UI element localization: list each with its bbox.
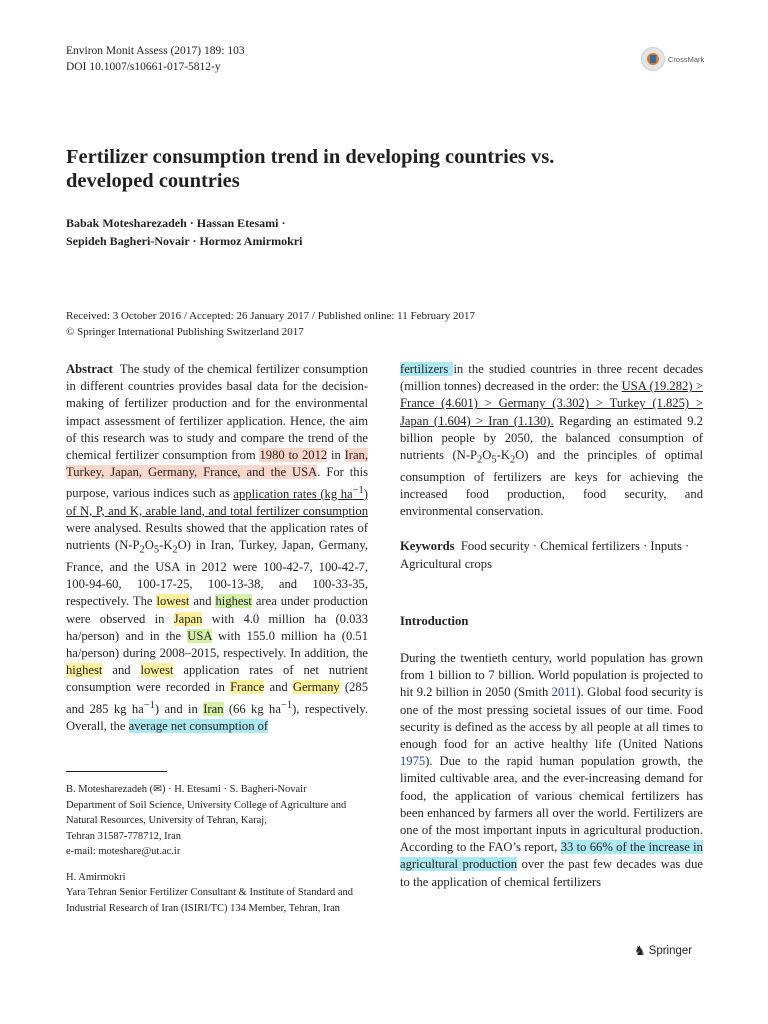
intro-text: over the past few decades was due to the application of chemical fertilizers — [400, 857, 703, 889]
section-heading-introduction: Introduction — [400, 613, 469, 628]
abstract-text: with 4.0 million ha (0.033 ha/person) and in the — [66, 611, 368, 643]
highlight-fao-increase: 33 to 66% of the increase in agricultural production — [400, 840, 703, 872]
superscript: −1 — [352, 484, 364, 496]
abstract-text: and — [102, 663, 141, 678]
highlight-lowest: lowest — [156, 594, 190, 609]
highlight-lowest: lowest — [140, 663, 174, 678]
title-line-1: Fertilizer consumption trend in developing countries vs. — [66, 146, 555, 168]
highlight-germany: Germany — [292, 680, 340, 695]
abstract-text: ), respectively. Overall, the — [66, 701, 368, 733]
abstract-text: ) and in — [154, 701, 204, 716]
author-list — [66, 214, 302, 250]
footnote-divider — [66, 771, 167, 772]
abstract-text: were analysed. Results showed that the application rates of nutrients (N-P — [66, 521, 368, 553]
keywords — [400, 538, 703, 572]
subscript: 2 — [509, 454, 516, 466]
subscript: 5 — [491, 454, 497, 466]
affiliation-1-city: Tehran 31587-778712, Iran — [66, 830, 182, 842]
superscript: −1 — [143, 699, 155, 711]
abstract-text: O — [144, 538, 154, 553]
subscript: 5 — [153, 544, 160, 556]
highlight-usa: USA — [187, 628, 212, 643]
subscript: 2 — [139, 544, 145, 556]
right-column — [400, 361, 703, 891]
abstract-text: (285 and 285 kg ha — [66, 680, 368, 716]
abstract-text: in — [327, 448, 345, 463]
title-line-2: developed countries — [66, 170, 240, 192]
abstract-text: -K — [159, 538, 173, 553]
citation-link[interactable]: 1975 — [400, 754, 426, 769]
crossmark-badge[interactable] — [641, 46, 705, 72]
dates-line: Received: 3 October 2016 / Accepted: 26 January 2017 / Published online: 11 February 2017 — [66, 310, 475, 322]
springer-horse-icon: ♞ — [634, 943, 646, 958]
authors-line-1: Babak Motesharezadeh · Hassan Etesami · — [66, 216, 286, 230]
crossmark-label: CrossMark — [668, 54, 705, 64]
highlight-highest: highest — [215, 594, 252, 609]
abstract-text: and — [189, 594, 216, 609]
introduction-paragraph — [400, 650, 703, 891]
intro-text: ). Global food security is one of the most pressing societal issues of our time. Food security is defined as the access by all people at all times to enough food for an active healthy life (United Nations — [400, 685, 703, 751]
highlight-average-consumption: average net consumption of — [128, 718, 269, 733]
intro-text: During the twentieth century, world population has grown from 1 billion to 7 billion. World population is projected to hit 9.2 billion in 2050 (Smith — [400, 650, 703, 700]
indices-text: application rates (kg ha — [233, 486, 353, 501]
affiliation-2-text: Yara Tehran Senior Fertilizer Consultant & Institute of Standard and Industrial Research of Iran (ISIRI/TC) 134 Member, Tehran, Iran — [66, 887, 353, 914]
subscript: 2 — [172, 544, 178, 556]
abstract-text: and — [264, 680, 293, 695]
keywords-text: Food security · Chemical fertilizers · Inputs · Agricultural crops — [400, 539, 690, 571]
keywords-label: Keywords — [400, 539, 455, 554]
abstract-paragraph — [66, 361, 368, 735]
superscript: −1 — [280, 699, 293, 711]
article-title — [66, 145, 626, 193]
highlight-japan: Japan — [173, 611, 203, 626]
affiliation-2-author: H. Amirmokri — [66, 871, 126, 883]
doi[interactable]: DOI 10.1007/s10661-017-5812-y — [66, 61, 221, 73]
abstract-continuation — [400, 361, 703, 520]
affiliation-1-authors: B. Motesharezadeh (✉) · H. Etesami · S. Bagheri-Novair — [66, 784, 307, 795]
authors-line-2: Sepideh Bagheri-Novair · Hormoz Amirmokri — [66, 234, 303, 248]
highlight-iran: Iran — [203, 701, 224, 716]
author-affiliations — [66, 782, 376, 916]
underline-country-order: USA (19.282) > France (4.601) > Germany (3.302) > Turkey (1.825) > Japan (1.604) > Iran (1.130). — [400, 379, 703, 428]
indices-text: ) of N, P, and K, arable land, and total fertilizer consumption — [66, 486, 368, 518]
subscript: 2 — [477, 454, 483, 466]
journal-header — [66, 43, 245, 75]
publication-dates — [66, 309, 475, 340]
affiliation-1-department: Department of Soil Science, University College of Agriculture and Natural Resources, University of Tehran, Karaj, — [66, 799, 347, 826]
abstract-text: Regarding an estimated 9.2 billion people by 2050, the balanced consumption of nutrients (N-P — [400, 413, 703, 463]
highlight-france: France — [230, 680, 265, 695]
abstract-text: with 155.0 million ha (0.51 ha/person) during 2008–2015, respectively. In addition, the — [66, 628, 368, 660]
highlight-fertilizers: fertilizers — [400, 362, 454, 376]
copyright-line: © Springer International Publishing Switzerland 2017 — [66, 325, 304, 338]
highlight-highest: highest — [66, 663, 103, 678]
abstract-text: application rates of net nutrient consumption were recorded in — [66, 663, 369, 695]
crossmark-icon — [641, 47, 665, 71]
publisher-name: Springer — [648, 945, 693, 957]
abstract-text: in the studied countries in three recent decades (million tonnes) decreased in the order: the — [400, 362, 703, 394]
citation-link[interactable]: 2011 — [551, 685, 577, 700]
abstract-text: O — [482, 448, 492, 463]
intro-text: ). Due to the rapid human population growth, the limited cultivable area, and the ever-increasing demand for food, the application of various chemical fertilizers has been enhanced by farmers all over the world. Fertilizers are one of the most important inputs in agricultural production. According to the FAO’s report, — [400, 754, 703, 855]
abstract-column — [66, 361, 368, 735]
abstract-text: area under production were observed in — [66, 594, 368, 626]
highlight-countries: Iran, Turkey, Japan, Germany, France, and the USA — [66, 448, 368, 480]
highlight-years: 1980 to 2012 — [259, 448, 328, 463]
author-email[interactable]: e-mail: moteshare@ut.ac.ir — [66, 846, 181, 857]
abstract-text: The study of the chemical fertilizer consumption in different countries provides basal data for the decision-making of fertilizer production and for the environmental impact assessment of fertilizer application. Hence, the aim of this research was to study and compare the trend of the chemical fertilizer consumption from — [66, 362, 369, 463]
abstract-text: . For this purpose, various indices such as — [66, 465, 368, 501]
abstract-label: Abstract — [66, 362, 113, 376]
abstract-text: -K — [496, 448, 510, 463]
abstract-text: O) and the principles of optimal consumption of fertilizers are keys for achieving the increased food production, food security, and environmental conservation. — [400, 448, 703, 519]
abstract-text: O) in Iran, Turkey, Japan, Germany, France, and the USA in 2012 were 100-42-7, 100-42-7, 100-94-60, 100-17-25, 100-13-38, and 100-33-35, respectively. The — [66, 538, 368, 609]
journal-citation: Environ Monit Assess (2017) 189: 103 — [66, 45, 245, 57]
publisher-logo — [634, 943, 692, 959]
abstract-text: (66 kg ha — [223, 701, 281, 716]
